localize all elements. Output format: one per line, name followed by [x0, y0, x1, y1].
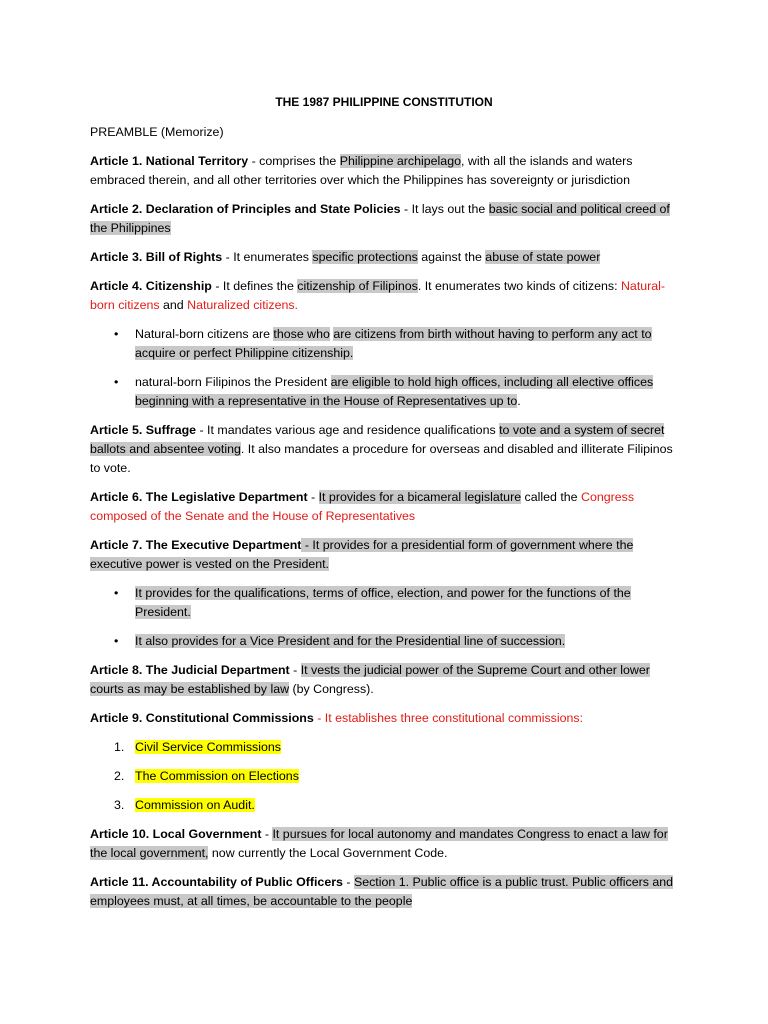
article-1: [90, 152, 678, 190]
list-item: [90, 325, 678, 363]
preamble: PREAMBLE (Memorize): [90, 125, 224, 139]
highlighted-text: It provides for the qualifications, terms of office, election, and power for the functions of the President.: [135, 586, 631, 619]
text: natural-born Filipinos the President: [135, 375, 331, 389]
article-heading: Article 9. Constitutional Commissions: [90, 711, 314, 725]
article-heading: Article 10. Local Government: [90, 827, 262, 841]
highlighted-text: basic social and political creed of the Philippines: [90, 202, 670, 235]
article-7: [90, 536, 678, 574]
text: - It mandates various age and residence qualifications: [196, 423, 500, 437]
article-heading: Article 5. Suffrage: [90, 423, 197, 437]
red-text: - It establishes three constitutional commissions:: [313, 711, 584, 725]
text: now currently the Local Government Code.: [208, 846, 448, 860]
article-heading: Article 3. Bill of Rights: [90, 250, 223, 264]
highlighted-text: are citizens from birth without having to perform any act to acquire or perfect Philippine citizenship.: [135, 327, 652, 360]
bullet-icon: •: [114, 586, 119, 600]
article-3: [90, 248, 678, 267]
list-number: 1.: [114, 740, 125, 754]
text: - It lays out the: [400, 202, 489, 216]
article-8: [90, 661, 678, 699]
text: .: [517, 394, 521, 408]
article-heading: Article 1. National Territory: [90, 154, 249, 168]
text: called the: [521, 490, 582, 504]
yellow-highlighted-text: Commission on Audit.: [135, 798, 255, 812]
highlighted-text: It also provides for a Vice President and for the Presidential line of succession.: [135, 634, 566, 648]
article-7-bullets: [90, 584, 678, 651]
text: , with all the islands and waters embraced therein, and all other territories over which the Philippines has sovereignty or jurisdiction: [90, 154, 633, 187]
article-6: [90, 488, 678, 526]
list-item: [90, 738, 678, 757]
article-heading: Article 4. Citizenship: [90, 279, 212, 293]
article-heading: Article 6. The Legislative Department: [90, 490, 308, 504]
highlighted-text: to vote and a system of secret ballots and absentee voting: [90, 423, 665, 456]
text: - It enumerates: [222, 250, 313, 264]
list-item: [90, 767, 678, 786]
article-heading: Article 7. The Executive Department: [90, 538, 302, 552]
text: (by Congress).: [289, 682, 374, 696]
text: -: [342, 875, 354, 889]
bullet-icon: •: [114, 375, 119, 389]
yellow-highlighted-text: The Commission on Elections: [135, 769, 299, 783]
list-item: [90, 584, 678, 622]
text: -: [289, 663, 301, 677]
text: Natural-born citizens are: [135, 327, 274, 341]
highlighted-text: citizenship of Filipinos: [297, 279, 418, 293]
red-text: Congress composed of the Senate and the House of Representatives: [90, 490, 635, 523]
text: against the: [417, 250, 486, 264]
text: -: [307, 490, 319, 504]
highlighted-text: It vests the judicial power of the Supreme Court and other lower courts as may be established by law: [90, 663, 650, 696]
list-number: 2.: [114, 769, 125, 783]
list-item: [90, 373, 678, 411]
text: . It enumerates two kinds of citizens:: [417, 279, 621, 293]
yellow-highlighted-text: Civil Service Commissions: [135, 740, 281, 754]
red-text: Natural-born citizens: [90, 279, 666, 312]
article-9: [90, 709, 678, 728]
text: -: [261, 827, 273, 841]
list-number: 3.: [114, 798, 125, 812]
highlighted-text: abuse of state power: [485, 250, 601, 264]
article-4-bullets: [90, 325, 678, 411]
text: - comprises the: [248, 154, 340, 168]
article-heading: Article 8. The Judicial Department: [90, 663, 290, 677]
article-5: [90, 421, 678, 478]
highlighted-text: Section 1. Public office is a public trust. Public officers and employees must, at all times, be accountable to the people: [90, 875, 674, 908]
highlighted-text: those who: [273, 327, 330, 341]
text: . It also mandates a procedure for overseas and disabled and illiterate Filipinos to vote.: [90, 442, 673, 475]
highlighted-text: specific protections: [312, 250, 418, 264]
list-item: [90, 796, 678, 815]
bullet-icon: •: [114, 327, 119, 341]
text: - It defines the: [211, 279, 298, 293]
article-heading: Article 11. Accountability of Public Officers: [90, 875, 343, 889]
document-title: THE 1987 PHILIPPINE CONSTITUTION: [275, 95, 493, 109]
article-10: [90, 825, 678, 863]
highlighted-text: It provides for a bicameral legislature: [318, 490, 522, 504]
article-heading: Article 2. Declaration of Principles and State Policies: [90, 202, 401, 216]
highlighted-text: are eligible to hold high offices, including all elective offices beginning with a representative in the House of Representatives up to: [135, 375, 654, 408]
highlighted-text: It pursues for local autonomy and mandates Congress to enact a law for the local government,: [90, 827, 668, 860]
red-text: Naturalized citizens.: [187, 298, 298, 312]
bullet-icon: •: [114, 634, 119, 648]
highlighted-text: - It provides for a presidential form of government where the executive power is vested on the President.: [90, 538, 634, 571]
list-item: [90, 632, 678, 651]
article-11: [90, 873, 678, 911]
article-2: [90, 200, 678, 238]
article-4: [90, 277, 678, 315]
commissions-list: [90, 738, 678, 815]
highlighted-text: Philippine archipelago: [339, 154, 461, 168]
text: and: [159, 298, 188, 312]
